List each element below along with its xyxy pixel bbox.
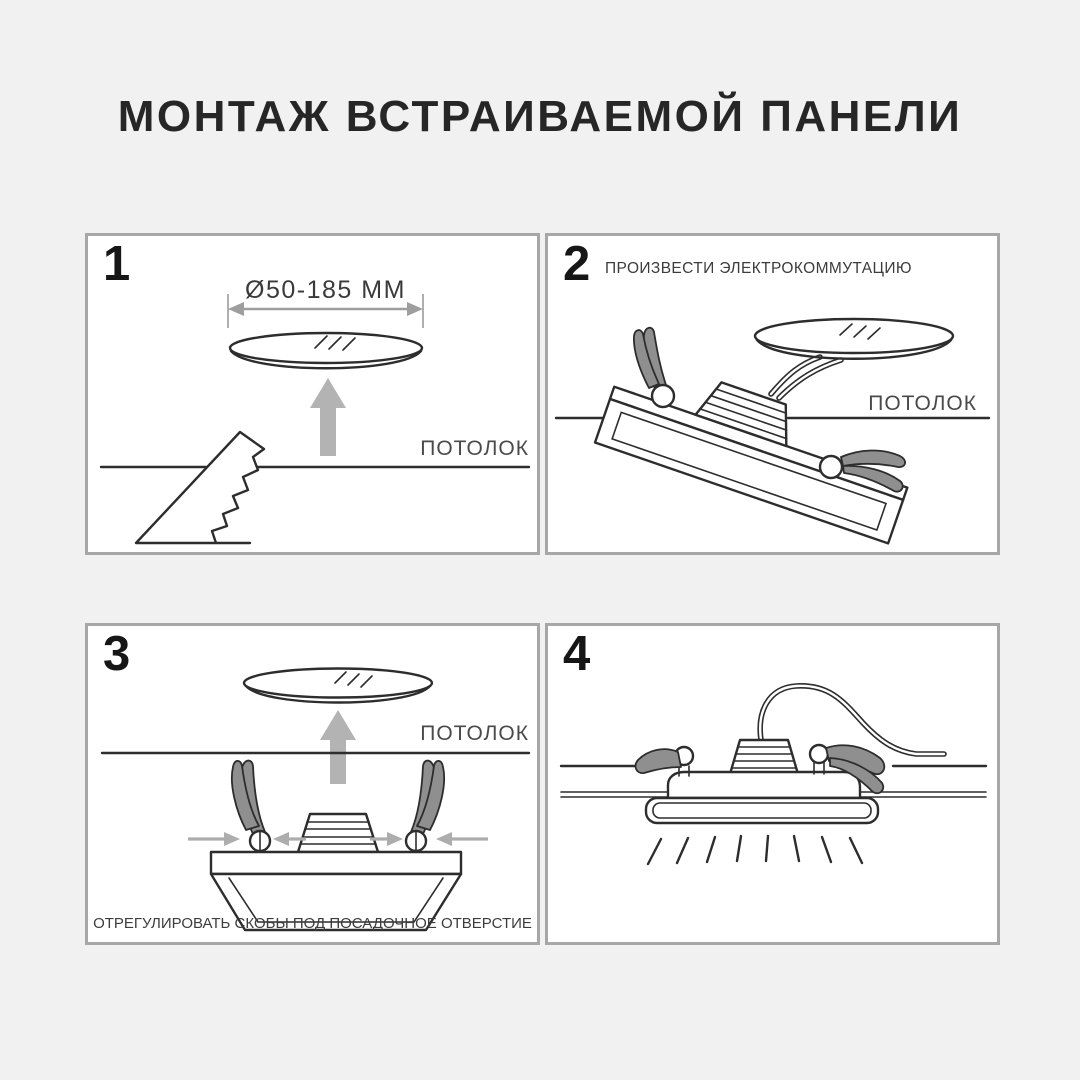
step-panel-3 xyxy=(85,623,540,945)
page-title: МОНТАЖ ВСТРАИВАЕМОЙ ПАНЕЛИ xyxy=(117,92,963,141)
step-3-caption: ОТРЕГУЛИРОВАТЬ СКОБЫ ПОД ПОСАДОЧНОЕ ОТВЕРСТИЕ xyxy=(93,915,532,932)
spring-clip-left xyxy=(636,749,681,773)
step-panel-1 xyxy=(85,233,540,555)
step-number-1: 1 xyxy=(103,237,131,291)
panel-flange xyxy=(646,798,878,823)
spring-clip-left xyxy=(634,328,667,391)
led-panel-disc xyxy=(755,319,953,359)
ceiling-label: ПОТОЛОК xyxy=(420,437,529,460)
led-panel-disc xyxy=(230,333,422,368)
driver-box xyxy=(298,814,378,852)
clip-hinge-left xyxy=(652,385,674,407)
step-panel-2 xyxy=(545,233,1000,555)
step-panel-4 xyxy=(545,623,1000,945)
light-rays xyxy=(648,836,862,864)
insert-up-arrow-icon xyxy=(310,378,346,456)
ceiling-label: ПОТОЛОК xyxy=(868,392,977,415)
insert-up-arrow-icon xyxy=(320,710,356,784)
cut-flap xyxy=(136,432,264,543)
step-number-3: 3 xyxy=(103,627,131,681)
driver-box xyxy=(730,740,798,774)
step-3-diagram-adjust-clips xyxy=(88,626,537,942)
spring-clip-left xyxy=(232,761,265,834)
ceiling-label: ПОТОЛОК xyxy=(420,722,529,745)
step-4-diagram-installed xyxy=(548,626,997,942)
step-number-4: 4 xyxy=(563,627,591,681)
led-panel-disc xyxy=(244,669,432,703)
steps-grid xyxy=(85,233,1000,945)
panel-body xyxy=(668,772,860,798)
step-number-2: 2 xyxy=(563,237,591,291)
spring-clip-right xyxy=(411,761,444,834)
step-2-caption: ПРОИЗВЕСТИ ЭЛЕКТРОКОММУТАЦИЮ xyxy=(605,260,912,277)
supply-wires xyxy=(771,357,841,398)
diameter-dimension-label: Ø50-185 ММ xyxy=(245,276,406,304)
clip-hinge-right xyxy=(820,456,842,478)
